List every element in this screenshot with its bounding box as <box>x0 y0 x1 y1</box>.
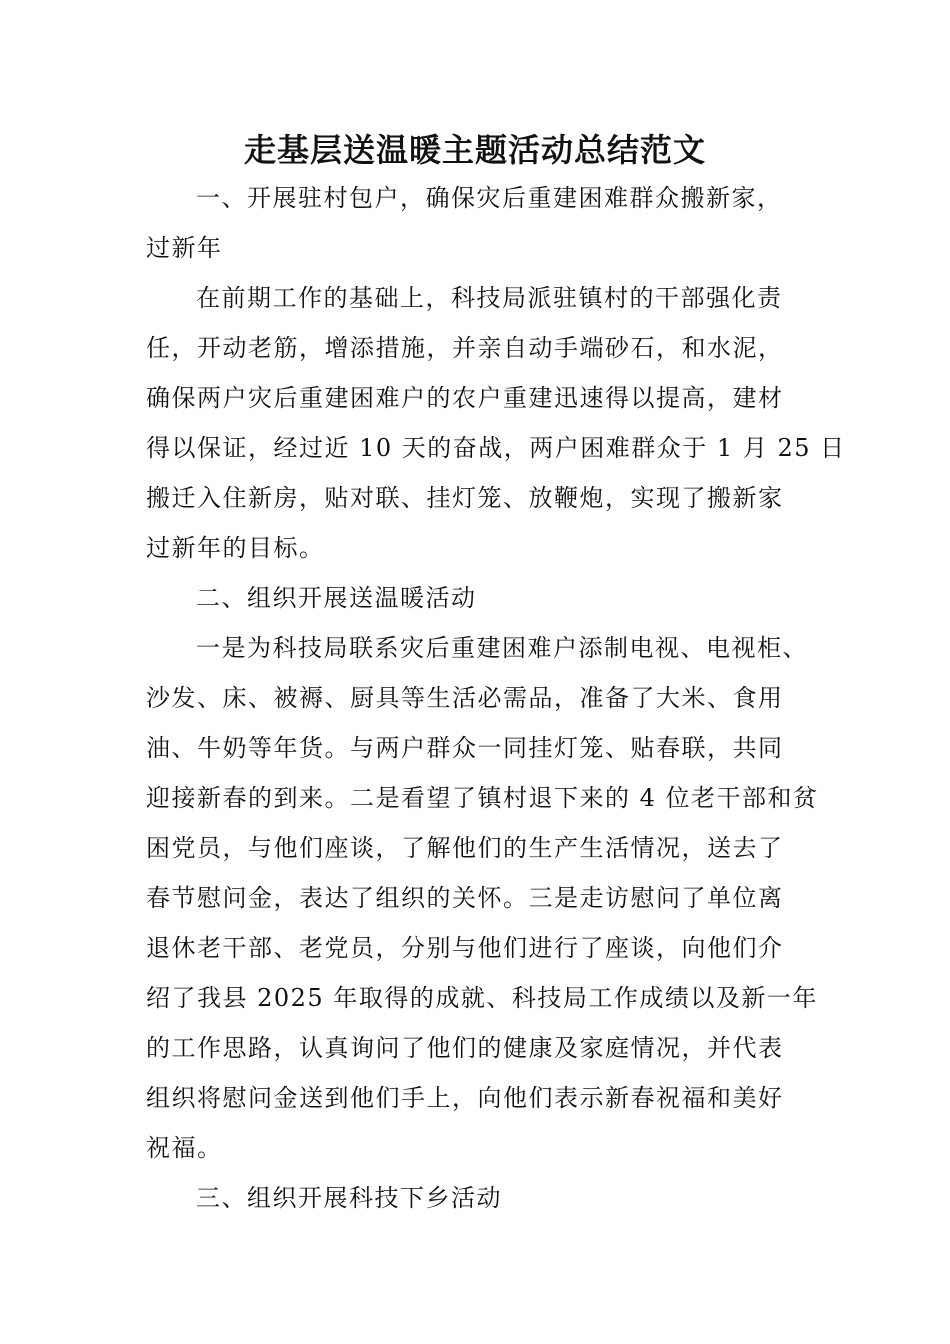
text-line: 任，开动老筋，增添措施，并亲自动手端砂石，和水泥， <box>146 334 784 362</box>
text-line: 的工作思路，认真询问了他们的健康及家庭情况，并代表 <box>146 1034 784 1062</box>
text-line: 得以保证，经过近 10 天的奋战，两户困难群众于 1 月 25 日 <box>146 434 846 462</box>
text-line: 过新年的目标。 <box>146 534 325 562</box>
text-line: 确保两户灾后重建困难户的农户重建迅速得以提高，建材 <box>146 384 784 412</box>
text-line: 搬迁入住新房，贴对联、挂灯笼、放鞭炮，实现了搬新家 <box>146 484 784 512</box>
heading-section-2: 二、组织开展送温暖活动 <box>196 584 477 612</box>
text-line: 过新年 <box>146 234 223 262</box>
text-line: 春节慰问金，表达了组织的关怀。三是走访慰问了单位离 <box>146 884 784 912</box>
text-line: 祝福。 <box>146 1134 223 1162</box>
text-line: 在前期工作的基础上，科技局派驻镇村的干部强化责 <box>196 284 783 312</box>
text-line: 一是为科技局联系灾后重建困难户添制电视、电视柜、 <box>196 634 808 662</box>
heading-section-1: 一、开展驻村包户，确保灾后重建困难群众搬新家， <box>196 184 783 212</box>
document-title: 走基层送温暖主题活动总结范文 <box>243 131 706 169</box>
text-line: 组织将慰问金送到他们手上，向他们表示新春祝福和美好 <box>146 1084 784 1112</box>
text-line: 绍了我县 2025 年取得的成就、科技局工作成绩以及新一年 <box>146 984 818 1012</box>
heading-section-3: 三、组织开展科技下乡活动 <box>196 1184 502 1212</box>
text-line: 困党员，与他们座谈，了解他们的生产生活情况，送去了 <box>146 834 784 862</box>
text-line: 退休老干部、老党员，分别与他们进行了座谈，向他们介 <box>146 934 784 962</box>
text-line: 沙发、床、被褥、厨具等生活必需品，准备了大米、食用 <box>146 684 784 712</box>
text-line: 油、牛奶等年货。与两户群众一同挂灯笼、贴春联，共同 <box>146 734 784 762</box>
text-line: 迎接新春的到来。二是看望了镇村退下来的 4 位老干部和贫 <box>146 784 819 812</box>
